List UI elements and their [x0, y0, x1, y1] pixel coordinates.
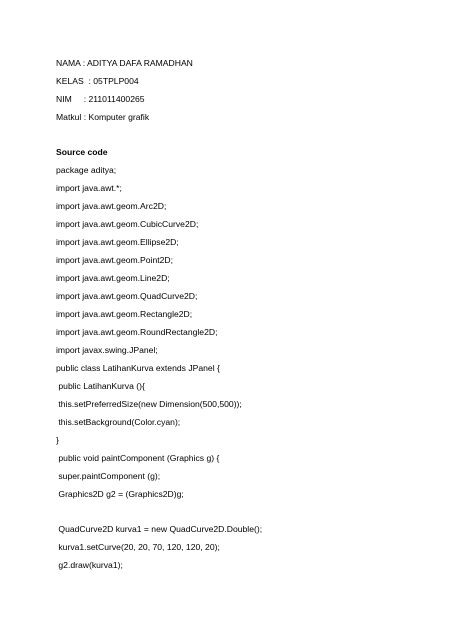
- code-line: import javax.swing.JPanel;: [56, 345, 158, 355]
- student-class: KELAS : 05TPLP004: [56, 76, 139, 86]
- code-line: public void paintComponent (Graphics g) {: [56, 453, 220, 463]
- code-line: import java.awt.geom.Ellipse2D;: [56, 237, 179, 247]
- code-line: this.setPreferredSize(new Dimension(500,500));: [56, 399, 242, 409]
- code-line: Graphics2D g2 = (Graphics2D)g;: [56, 489, 184, 499]
- code-line: public LatihanKurva (){: [56, 381, 145, 391]
- section-title: Source code: [56, 147, 108, 157]
- code-line: import java.awt.geom.Arc2D;: [56, 201, 167, 211]
- code-line: package aditya;: [56, 165, 117, 175]
- code-line: kurva1.setCurve(20, 20, 70, 120, 120, 20);: [56, 542, 220, 552]
- code-line: import java.awt.geom.Rectangle2D;: [56, 309, 193, 319]
- code-line: import java.awt.geom.QuadCurve2D;: [56, 291, 198, 301]
- student-name: NAMA : ADITYA DAFA RAMADHAN: [56, 58, 193, 68]
- course-name: Matkul : Komputer grafik: [56, 112, 150, 122]
- code-line: g2.draw(kurva1);: [56, 560, 123, 570]
- code-line: public class LatihanKurva extends JPanel {: [56, 363, 220, 373]
- code-line: super.paintComponent (g);: [56, 471, 161, 481]
- code-line: this.setBackground(Color.cyan);: [56, 417, 181, 427]
- code-line: import java.awt.geom.CubicCurve2D;: [56, 219, 199, 229]
- code-line: import java.awt.geom.Line2D;: [56, 273, 170, 283]
- code-line: import java.awt.geom.RoundRectangle2D;: [56, 327, 218, 337]
- code-line: }: [56, 435, 59, 445]
- code-line: import java.awt.geom.Point2D;: [56, 255, 174, 265]
- code-line: QuadCurve2D kurva1 = new QuadCurve2D.Double();: [56, 524, 263, 534]
- student-nim: NIM : 211011400265: [56, 94, 145, 104]
- code-line: import java.awt.*;: [56, 183, 122, 193]
